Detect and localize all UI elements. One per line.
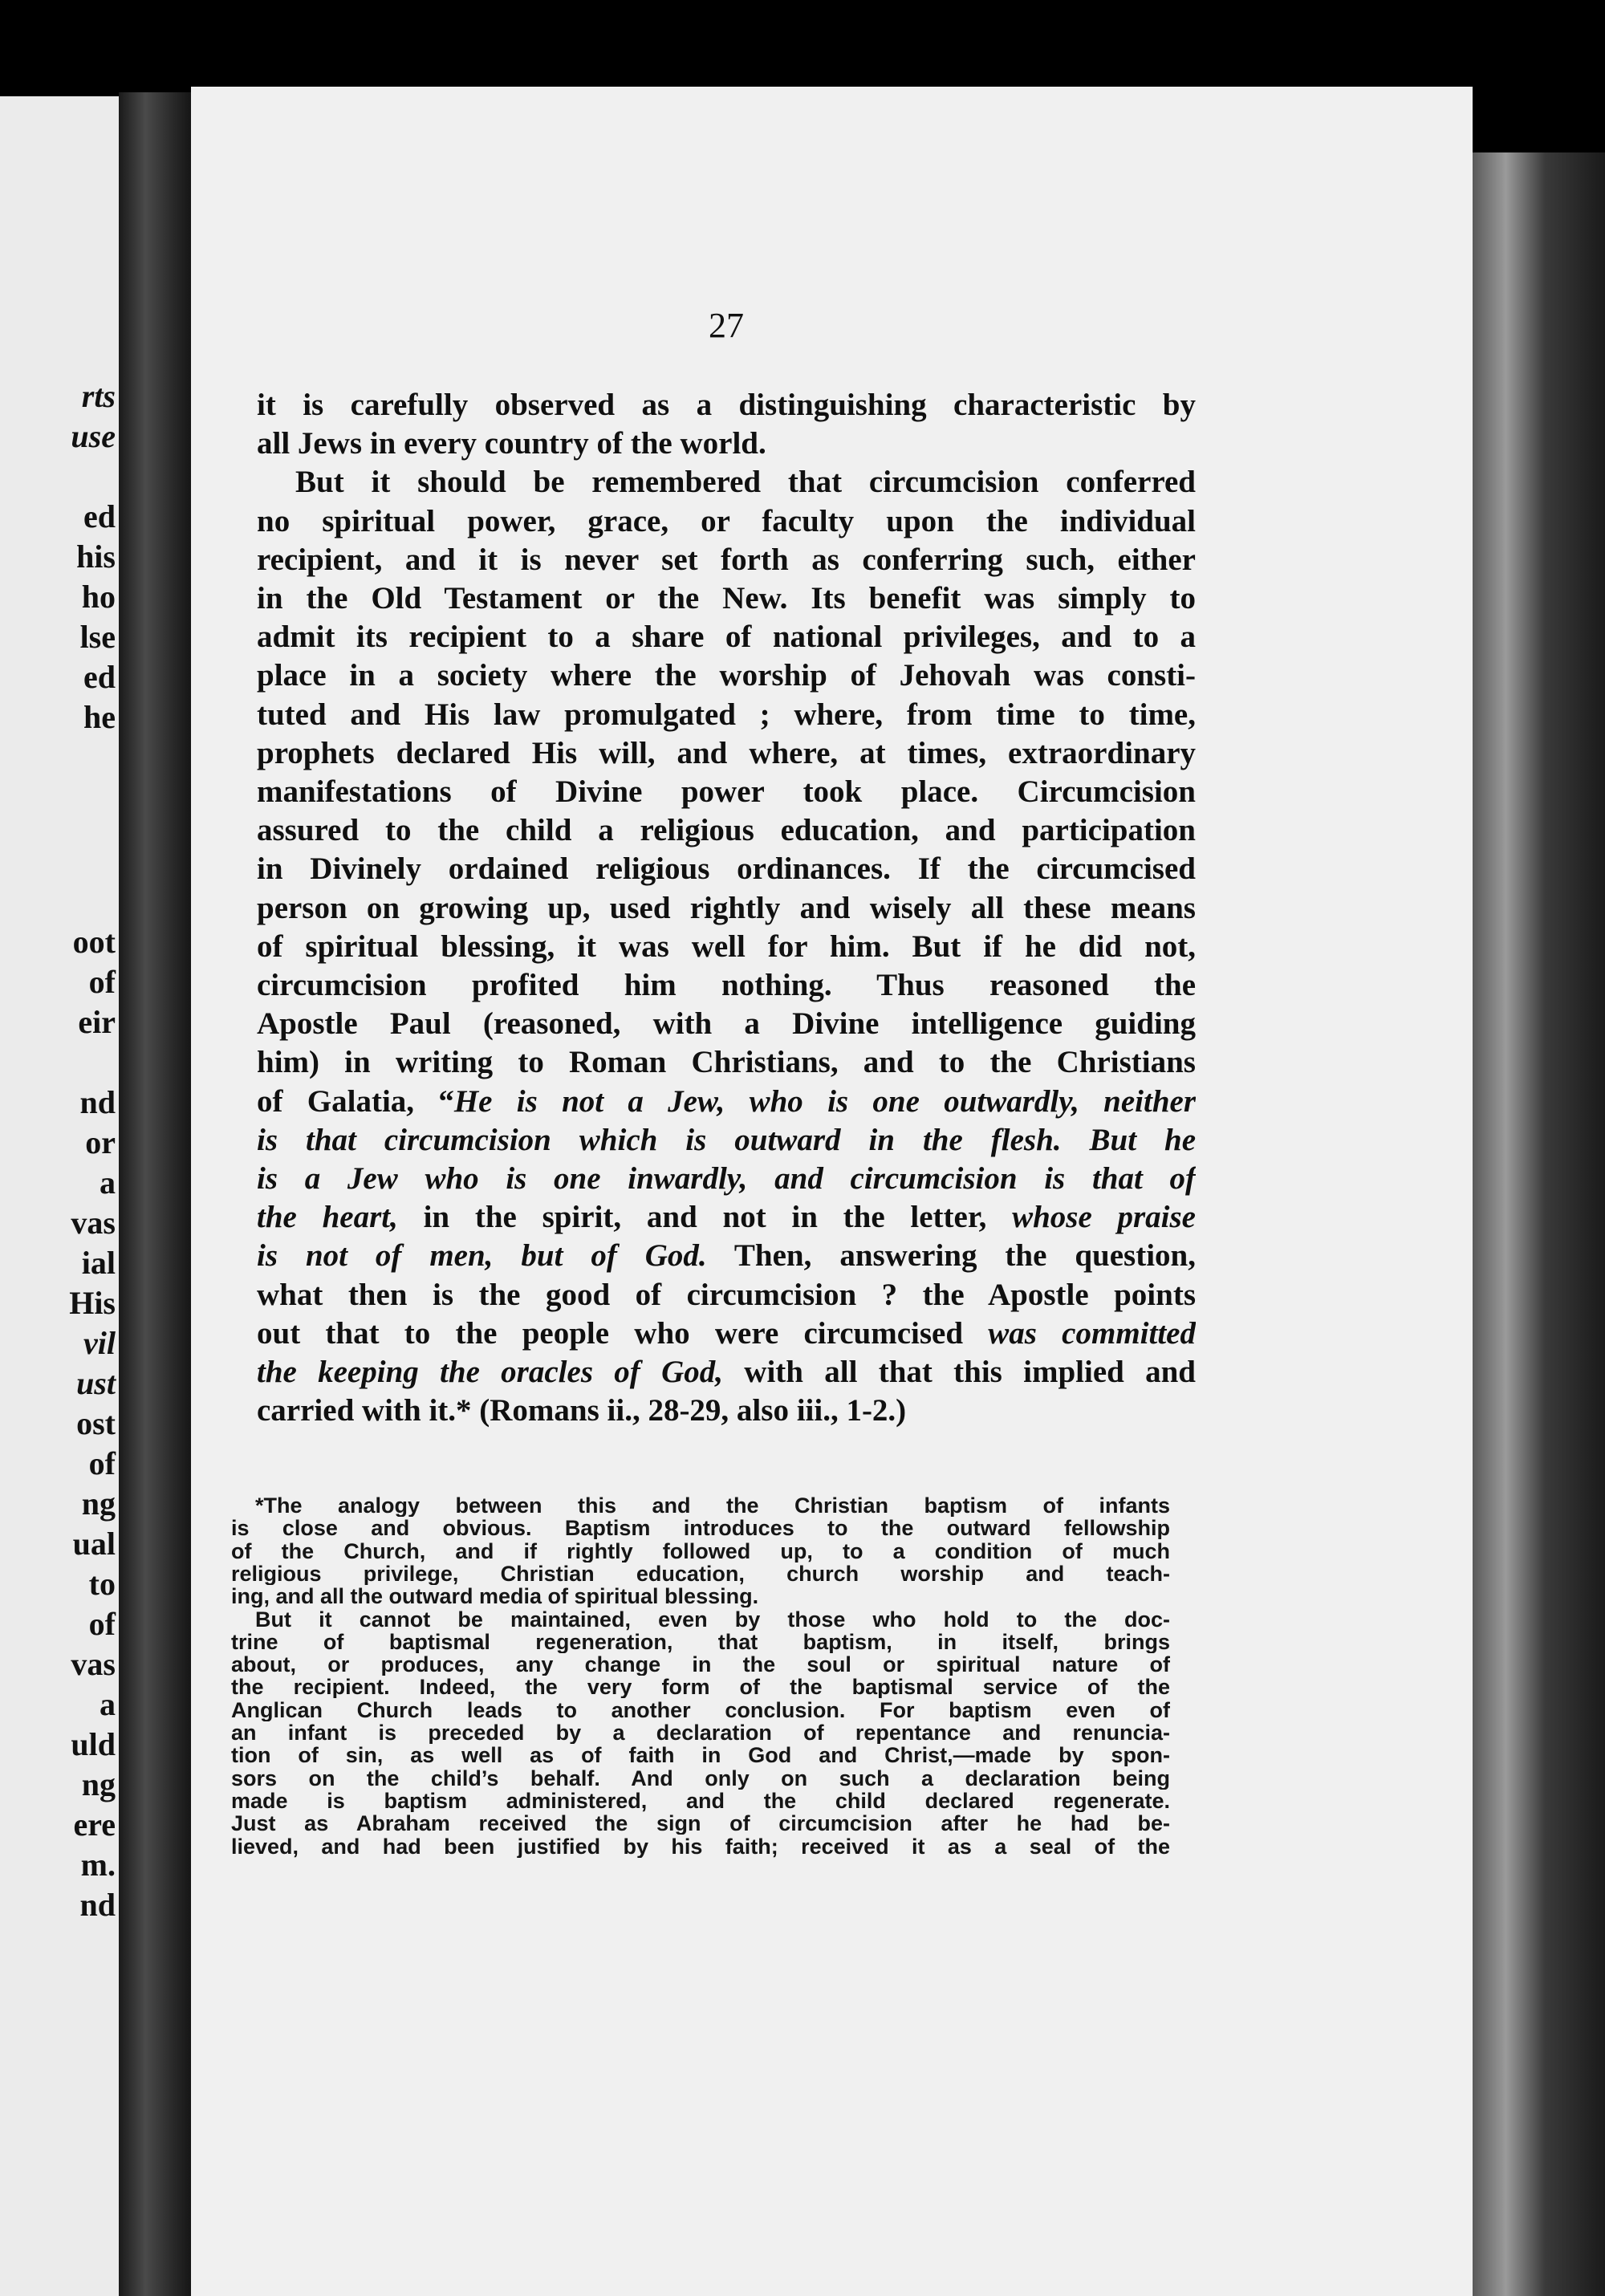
book-spine-shadow bbox=[119, 92, 195, 2296]
italic-text: was committed bbox=[988, 1316, 1196, 1351]
body-line bbox=[257, 579, 1196, 619]
body-line bbox=[257, 1352, 1196, 1392]
footnote-line: lieved, and had been justified by his faith; received it as a seal of the bbox=[231, 1835, 1170, 1858]
left-page-fragment: of bbox=[88, 1606, 116, 1642]
text-run: in the Old Testament or the New. Its benefit was simply to bbox=[257, 581, 1196, 616]
left-page-fragment: ed bbox=[83, 498, 116, 534]
text-run: him) in writing to Roman Christians, and to the Christians bbox=[257, 1045, 1196, 1079]
footnote-line: tion of sin, as well as of faith in God and Christ,—made by spon- bbox=[231, 1744, 1170, 1766]
text-run: assured to the child a religious education, and participation bbox=[257, 813, 1196, 847]
text-run: what then is the good of circumcision ? the Apostle points bbox=[257, 1278, 1196, 1312]
page-number: 27 bbox=[709, 306, 744, 345]
footnote-line: trine of baptismal regeneration, that baptism, in itself, brings bbox=[231, 1631, 1170, 1653]
text-run: Apostle Paul (reasoned, with a Divine intelligence guiding bbox=[257, 1006, 1196, 1041]
text-run: prophets declared His will, and where, at times, extraordinary bbox=[257, 736, 1196, 770]
left-page-fragment: vil bbox=[83, 1325, 116, 1361]
left-page-fragment: ng bbox=[81, 1485, 116, 1522]
left-page-fragment: a bbox=[100, 1686, 116, 1722]
italic-text: is a Jew who is one inwardly, and circumcision is that of bbox=[257, 1161, 1196, 1196]
left-page-fragment: ed bbox=[83, 659, 116, 695]
body-line bbox=[257, 617, 1196, 657]
text-run: of Galatia, “ bbox=[257, 1084, 454, 1119]
footnote-line: *The analogy between this and the Christian baptism of infants bbox=[255, 1494, 1170, 1517]
body-line bbox=[257, 1275, 1196, 1315]
text-run: tuted and His law promulgated ; where, from time to time, bbox=[257, 697, 1196, 732]
body-line bbox=[257, 1236, 1196, 1276]
body-line bbox=[257, 385, 1196, 425]
left-page-fragment: to bbox=[88, 1566, 116, 1602]
text-run: of spiritual blessing, it was well for him. But if he did not, bbox=[257, 929, 1196, 964]
left-page-fragment: use bbox=[71, 418, 116, 454]
italic-text: whose praise bbox=[1012, 1200, 1196, 1234]
body-line bbox=[257, 1120, 1196, 1160]
body-line bbox=[257, 772, 1196, 812]
footnote-line: But it cannot be maintained, even by those who hold to the doc- bbox=[255, 1608, 1170, 1631]
footnote-line: religious privilege, Christian education, church worship and teach- bbox=[231, 1562, 1170, 1585]
footnote-line: an infant is preceded by a declaration of repentance and renuncia- bbox=[231, 1721, 1170, 1744]
body-line bbox=[257, 1197, 1196, 1237]
left-page-fragment: nd bbox=[79, 1887, 116, 1923]
body-line bbox=[257, 1391, 1196, 1431]
text-run: no spiritual power, grace, or faculty upon the individual bbox=[257, 504, 1196, 538]
left-page-fragment: rts bbox=[81, 378, 116, 414]
text-run: place in a society where the worship of Jehovah was consti- bbox=[257, 658, 1196, 693]
body-line bbox=[257, 656, 1196, 696]
left-page-fragment: vas bbox=[71, 1205, 116, 1241]
body-line bbox=[257, 965, 1196, 1006]
body-line bbox=[257, 1159, 1196, 1199]
left-page-fragment: or bbox=[85, 1124, 116, 1160]
left-page-fragment: ho bbox=[81, 579, 116, 615]
text-run: admit its recipient to a share of national privileges, and to a bbox=[257, 620, 1196, 654]
body-line bbox=[257, 1314, 1196, 1354]
body-line bbox=[257, 888, 1196, 929]
body-line bbox=[257, 927, 1196, 967]
left-page-fragment: oot bbox=[72, 924, 116, 960]
left-page-fragment: m. bbox=[80, 1847, 116, 1883]
footnote-line: Anglican Church leads to another conclusion. For baptism even of bbox=[231, 1699, 1170, 1721]
left-page-fragment: vas bbox=[71, 1646, 116, 1682]
footnote-line: made is baptism administered, and the child declared regenerate. bbox=[231, 1790, 1170, 1812]
body-line bbox=[257, 849, 1196, 889]
left-page-fragment: nd bbox=[79, 1084, 116, 1120]
left-page-fragment: ial bbox=[81, 1245, 116, 1281]
left-page-fragment: of bbox=[88, 1445, 116, 1481]
left-page-fragment: ng bbox=[81, 1766, 116, 1802]
footnote-line: the recipient. Indeed, the very form of the baptismal service of the bbox=[231, 1676, 1170, 1698]
left-page-fragment: lse bbox=[79, 619, 116, 655]
text-run: in Divinely ordained religious ordinances. If the circumcised bbox=[257, 851, 1196, 886]
text-run: in the spirit, and not in the letter, bbox=[397, 1200, 1013, 1234]
italic-text: is that circumcision which is outward in the flesh. But he bbox=[257, 1123, 1196, 1157]
left-page-fragment: ost bbox=[76, 1405, 116, 1441]
text-run: out that to the people who were circumcised bbox=[257, 1316, 989, 1351]
body-line bbox=[257, 424, 1196, 464]
body-line bbox=[257, 695, 1196, 735]
footnote-line: about, or produces, any change in the soul or spiritual nature of bbox=[231, 1653, 1170, 1676]
italic-text: the heart, bbox=[257, 1200, 398, 1234]
text-run: manifestations of Divine power took place. Circumcision bbox=[257, 774, 1196, 809]
footnote-line: ing, and all the outward media of spiritual blessing. bbox=[231, 1585, 759, 1607]
body-line bbox=[257, 734, 1196, 774]
text-run: Then, answering the question, bbox=[706, 1238, 1196, 1273]
left-page bbox=[0, 96, 120, 2296]
left-page-fragment: of bbox=[88, 964, 116, 1000]
left-page-fragment: his bbox=[76, 538, 116, 575]
body-line bbox=[257, 540, 1196, 580]
left-page-fragment: His bbox=[69, 1285, 116, 1321]
text-run: with all that this implied and bbox=[722, 1355, 1196, 1389]
text-run: carried with it.* (Romans ii., 28-29, also iii., 1-2.) bbox=[257, 1393, 907, 1428]
body-line bbox=[295, 462, 1196, 502]
text-run: it is carefully observed as a distinguishing characteristic by bbox=[257, 388, 1196, 422]
italic-text: is not of men, but of God. bbox=[257, 1238, 707, 1273]
body-line bbox=[257, 502, 1196, 542]
body-line bbox=[257, 1004, 1196, 1044]
left-page-fragment: ust bbox=[76, 1365, 116, 1401]
text-run: person on growing up, used rightly and wisely all these means bbox=[257, 891, 1196, 925]
body-line bbox=[257, 1042, 1196, 1083]
left-page-fragment: a bbox=[100, 1164, 116, 1201]
body-line bbox=[257, 811, 1196, 851]
left-page-fragment: uld bbox=[71, 1726, 116, 1762]
body-line bbox=[257, 1082, 1196, 1122]
left-page-fragment: he bbox=[83, 699, 116, 735]
footnote-line: of the Church, and if rightly followed up, to a condition of much bbox=[231, 1540, 1170, 1562]
italic-text: He is not a Jew, who is one outwardly, neither bbox=[453, 1084, 1196, 1119]
footnote-line: Just as Abraham received the sign of circumcision after he had be- bbox=[231, 1812, 1170, 1835]
text-run: all Jews in every country of the world. bbox=[257, 426, 766, 461]
text-run: recipient, and it is never set forth as conferring such, either bbox=[257, 543, 1196, 577]
footnote-line: sors on the child’s behalf. And only on such a declaration being bbox=[231, 1767, 1170, 1790]
page-edge-shadow bbox=[1473, 152, 1605, 2296]
italic-text: the keeping the oracles of God, bbox=[257, 1355, 723, 1389]
left-page-fragment: ere bbox=[73, 1806, 116, 1843]
footnote-line: is close and obvious. Baptism introduces to the outward fellowship bbox=[231, 1517, 1170, 1539]
text-run: But it should be remembered that circumcision conferred bbox=[295, 465, 1196, 499]
left-page-fragment: eir bbox=[78, 1004, 116, 1040]
text-run: circumcision profited him nothing. Thus reasoned the bbox=[257, 968, 1196, 1002]
left-page-fragment: ual bbox=[72, 1526, 116, 1562]
